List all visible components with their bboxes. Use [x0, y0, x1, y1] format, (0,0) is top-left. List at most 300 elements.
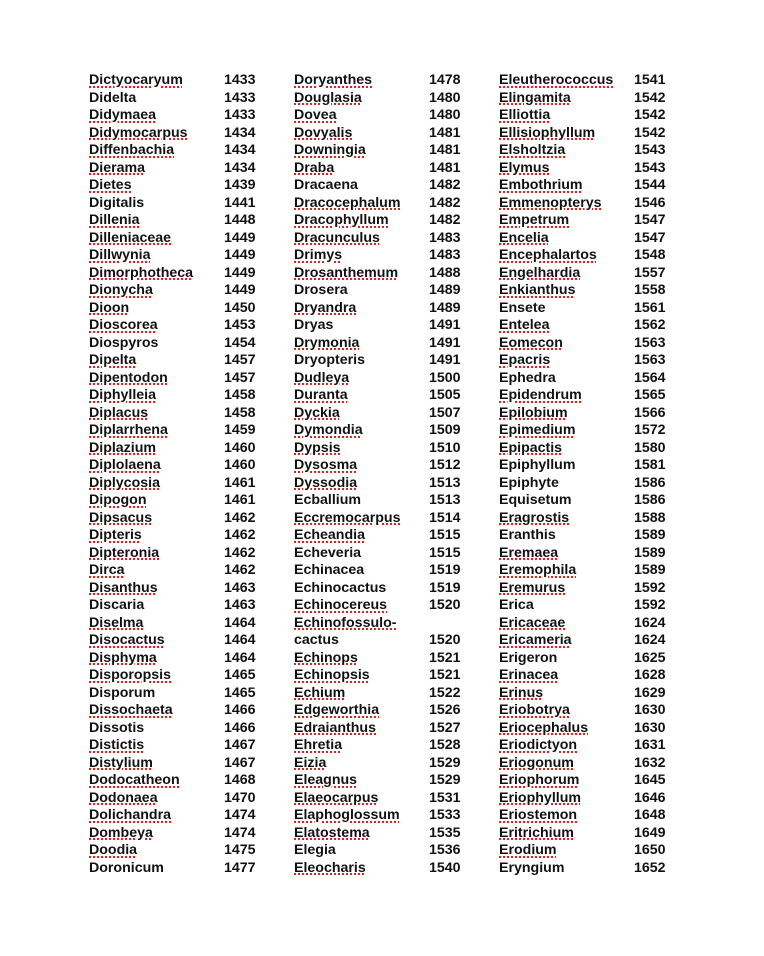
index-entry — [499, 842, 689, 860]
entry-page-number: 1544 — [634, 177, 666, 193]
index-entry — [294, 457, 484, 475]
index-entry — [89, 440, 279, 458]
entry-page-number: 1460 — [224, 457, 256, 473]
entry-page-number: 1489 — [429, 282, 461, 298]
entry-name: Disanthus — [89, 579, 158, 596]
index-entry — [89, 142, 279, 160]
index-entry — [294, 422, 484, 440]
index-entry — [294, 737, 484, 755]
entry-name: Encelia — [499, 229, 549, 246]
entry-page-number: 1625 — [634, 649, 666, 666]
entry-name: Downingia — [294, 142, 366, 158]
index-entry — [89, 720, 279, 738]
entry-page-number: 1586 — [634, 492, 666, 508]
entry-name: Dipsacus — [89, 509, 153, 526]
entry-name: Dipteris — [89, 527, 142, 543]
index-entry — [294, 177, 484, 195]
index-entry — [499, 212, 689, 230]
index-entry — [499, 860, 689, 878]
index-entry — [499, 125, 689, 143]
entry-page-number: 1581 — [634, 457, 666, 473]
entry-name: Empetrum — [499, 212, 570, 228]
index-entry — [499, 405, 689, 423]
entry-page-number: 1649 — [634, 824, 666, 841]
index-entry — [499, 387, 689, 405]
entry-name: Drymonia — [294, 334, 360, 351]
entry-name: Dipelta — [89, 352, 137, 368]
index-entry — [294, 807, 484, 825]
entry-name: Distylium — [89, 754, 153, 771]
index-entry — [294, 142, 484, 160]
entry-page-number: 1543 — [634, 159, 666, 176]
index-entry — [499, 230, 689, 248]
entry-page-number: 1491 — [429, 352, 461, 368]
entry-name: Erica — [499, 597, 534, 613]
entry-name: Ericaceae — [499, 614, 566, 631]
entry-page-number: 1434 — [224, 142, 256, 158]
entry-name: Dillenia — [89, 212, 140, 228]
index-entry — [499, 615, 689, 633]
entry-name: Doodia — [89, 842, 138, 858]
entry-name: Dracunculus — [294, 229, 380, 246]
index-entry — [89, 510, 279, 528]
entry-name: Echeveria — [294, 544, 362, 561]
entry-name: Eremaea — [499, 544, 559, 561]
entry-page-number: 1529 — [429, 772, 461, 788]
entry-page-number: 1510 — [429, 439, 461, 456]
entry-page-number: 1467 — [224, 737, 256, 753]
index-entry — [499, 265, 689, 283]
entry-page-number: 1464 — [224, 632, 256, 648]
entry-name: Edraianthus — [294, 719, 376, 736]
entry-page-number: 1542 — [634, 107, 666, 123]
entry-page-number: 1522 — [429, 684, 461, 701]
entry-name: Duranta — [294, 387, 348, 403]
entry-name: Ephedra — [499, 369, 556, 386]
index-entry — [499, 702, 689, 720]
entry-page-number: 1521 — [429, 667, 461, 683]
entry-page-number: 1481 — [429, 159, 461, 176]
index-entry — [294, 545, 484, 563]
index-entry — [294, 860, 484, 878]
entry-name: Engelhardia — [499, 264, 581, 281]
entry-name: Doryanthes — [294, 72, 373, 88]
entry-name: Diphylleia — [89, 387, 157, 403]
entry-page-number: 1648 — [634, 807, 666, 823]
entry-page-number: 1563 — [634, 334, 666, 351]
entry-name: Eccremocarpus — [294, 509, 401, 526]
index-entry — [89, 772, 279, 790]
entry-page-number: 1624 — [634, 632, 666, 648]
entry-name: Didymocarpus — [89, 124, 188, 141]
entry-page-number: 1475 — [224, 842, 256, 858]
entry-page-number: 1632 — [634, 754, 666, 771]
entry-page-number: 1462 — [224, 509, 256, 526]
index-entry — [294, 370, 484, 388]
entry-name: Diplarrhena — [89, 422, 168, 438]
index-entry — [499, 755, 689, 773]
entry-name: Disporum — [89, 684, 156, 701]
entry-name: Diplolaena — [89, 457, 161, 473]
index-entry — [294, 440, 484, 458]
entry-page-number: 1457 — [224, 369, 256, 386]
entry-page-number: 1529 — [429, 754, 461, 771]
entry-name: Echinocactus — [294, 579, 387, 596]
index-entry — [294, 317, 484, 335]
entry-page-number: 1500 — [429, 369, 461, 386]
index-entry — [499, 107, 689, 125]
entry-page-number: 1547 — [634, 212, 666, 228]
entry-name: Echeandia — [294, 527, 365, 543]
entry-page-number: 1480 — [429, 107, 461, 123]
index-entry — [499, 650, 689, 668]
entry-name: Epiphyte — [499, 474, 559, 491]
entry-name: Eranthis — [499, 527, 556, 543]
index-entry — [89, 387, 279, 405]
entry-page-number: 1521 — [429, 649, 461, 666]
index-entry — [89, 632, 279, 650]
index-entry — [294, 562, 484, 580]
index-entry — [499, 475, 689, 493]
index-entry — [89, 667, 279, 685]
entry-page-number: 1546 — [634, 194, 666, 211]
index-entry — [89, 527, 279, 545]
index-entry — [89, 597, 279, 615]
entry-page-number: 1483 — [429, 247, 461, 263]
entry-name: Diospyros — [89, 334, 159, 351]
entry-name: Dovea — [294, 107, 337, 123]
entry-page-number: 1439 — [224, 177, 256, 193]
entry-page-number: 1464 — [224, 649, 256, 666]
entry-name: Entelea — [499, 317, 550, 333]
entry-page-number: 1650 — [634, 842, 666, 858]
entry-page-number: 1467 — [224, 754, 256, 771]
entry-name: Eriophyllum — [499, 789, 581, 806]
index-entry — [499, 790, 689, 808]
index-entry — [294, 685, 484, 703]
entry-page-number: 1453 — [224, 317, 256, 333]
entry-name: Eleocharis — [294, 859, 366, 876]
entry-name: Eryngium — [499, 859, 565, 876]
entry-page-number: 1536 — [429, 842, 461, 858]
index-entry — [294, 825, 484, 843]
entry-name: Elaeocarpus — [294, 789, 379, 806]
entry-name: Dracocephalum — [294, 194, 401, 211]
index-entry — [294, 527, 484, 545]
index-entry — [294, 755, 484, 773]
entry-page-number: 1449 — [224, 229, 256, 246]
index-entry — [499, 177, 689, 195]
entry-name: Drosanthemum — [294, 264, 399, 281]
index-entry — [89, 230, 279, 248]
index-entry — [89, 475, 279, 493]
entry-page-number: 1460 — [224, 439, 256, 456]
entry-name: Dioscorea — [89, 317, 158, 333]
entry-page-number: 1519 — [429, 579, 461, 596]
entry-page-number: 1434 — [224, 124, 256, 141]
entry-name: Doronicum — [89, 859, 164, 876]
entry-name: Dovyalis — [294, 124, 353, 141]
index-entry — [499, 422, 689, 440]
index-entry — [89, 300, 279, 318]
entry-name: Epacris — [499, 352, 551, 368]
entry-name: Dodonaea — [89, 789, 158, 806]
index-entry — [89, 457, 279, 475]
entry-name: Encephalartos — [499, 247, 597, 263]
entry-page-number: 1548 — [634, 247, 666, 263]
entry-name: Didymaea — [89, 107, 157, 123]
entry-name: Drimys — [294, 247, 343, 263]
entry-name: Dipentodon — [89, 369, 168, 386]
entry-name: cactus — [294, 632, 339, 648]
entry-page-number: 1488 — [429, 264, 461, 281]
index-entry — [89, 72, 279, 90]
index-entry — [294, 772, 484, 790]
entry-name: Eriocephalus — [499, 719, 589, 736]
entry-name: Dictyocaryum — [89, 72, 183, 88]
entry-name: Dodocatheon — [89, 772, 180, 788]
index-entry — [294, 632, 484, 650]
index-entry — [294, 230, 484, 248]
index-entry — [499, 90, 689, 108]
index-entry — [89, 650, 279, 668]
entry-page-number: 1528 — [429, 737, 461, 753]
entry-page-number: 1630 — [634, 719, 666, 736]
entry-page-number: 1531 — [429, 789, 461, 806]
index-column-2 — [294, 72, 484, 877]
entry-page-number: 1624 — [634, 614, 666, 631]
entry-name: Drosera — [294, 282, 348, 298]
entry-name: Embothrium — [499, 177, 583, 193]
entry-page-number: 1459 — [224, 422, 256, 438]
entry-name: Ehretia — [294, 737, 343, 753]
index-entry — [499, 440, 689, 458]
index-entry — [89, 282, 279, 300]
entry-page-number: 1589 — [634, 544, 666, 561]
entry-name: Echinopsis — [294, 667, 370, 683]
entry-page-number: 1483 — [429, 229, 461, 246]
entry-page-number: 1558 — [634, 282, 666, 298]
entry-name: Eriodictyon — [499, 737, 578, 753]
index-entry — [294, 195, 484, 213]
entry-page-number: 1491 — [429, 317, 461, 333]
entry-name: Dysosma — [294, 457, 358, 473]
index-entry — [499, 720, 689, 738]
entry-name: Dimorphotheca — [89, 264, 194, 281]
entry-page-number: 1652 — [634, 859, 666, 876]
index-entry — [89, 825, 279, 843]
entry-name: Disphyma — [89, 649, 157, 666]
entry-name: Epiphyllum — [499, 457, 576, 473]
entry-page-number: 1586 — [634, 474, 666, 491]
entry-name: Eleutherococcus — [499, 72, 614, 88]
index-entry — [89, 212, 279, 230]
entry-name: Echinofossulo- — [294, 614, 397, 631]
index-entry — [294, 247, 484, 265]
entry-page-number: 1462 — [224, 562, 256, 578]
entry-name: Eragrostis — [499, 509, 570, 526]
entry-name: Dryandra — [294, 299, 357, 316]
index-entry — [294, 282, 484, 300]
entry-page-number: 1449 — [224, 264, 256, 281]
entry-page-number: 1541 — [634, 72, 666, 88]
entry-page-number: 1542 — [634, 124, 666, 141]
entry-name: Dietes — [89, 177, 132, 193]
entry-name: Discaria — [89, 597, 145, 613]
entry-name: Disporopsis — [89, 667, 171, 683]
entry-page-number: 1461 — [224, 492, 256, 508]
index-entry — [499, 527, 689, 545]
entry-name: Diplazium — [89, 439, 157, 456]
entry-name: Disocactus — [89, 632, 165, 648]
entry-name: Dudleya — [294, 369, 350, 386]
entry-page-number: 1526 — [429, 702, 461, 718]
entry-page-number: 1592 — [634, 579, 666, 596]
entry-name: Dryas — [294, 317, 334, 333]
entry-name: Elingamita — [499, 89, 571, 106]
entry-page-number: 1478 — [429, 72, 461, 88]
index-entry — [294, 842, 484, 860]
entry-page-number: 1464 — [224, 614, 256, 631]
entry-name: Eriophorum — [499, 772, 580, 788]
entry-page-number: 1645 — [634, 772, 666, 788]
index-entry — [294, 615, 484, 633]
index-entry — [89, 755, 279, 773]
entry-name: Dioon — [89, 299, 130, 316]
entry-name: Ensete — [499, 299, 546, 316]
index-entry — [499, 300, 689, 318]
entry-page-number: 1481 — [429, 142, 461, 158]
index-entry — [499, 667, 689, 685]
index-entry — [89, 807, 279, 825]
entry-page-number: 1542 — [634, 89, 666, 106]
entry-name: Enkianthus — [499, 282, 576, 298]
entry-page-number: 1589 — [634, 527, 666, 543]
index-entry — [499, 195, 689, 213]
entry-page-number: 1458 — [224, 404, 256, 421]
index-entry — [294, 510, 484, 528]
entry-name: Dypsis — [294, 439, 341, 456]
entry-page-number: 1527 — [429, 719, 461, 736]
index-entry — [294, 702, 484, 720]
entry-page-number: 1580 — [634, 439, 666, 456]
index-entry — [499, 335, 689, 353]
entry-page-number: 1463 — [224, 579, 256, 596]
entry-page-number: 1520 — [429, 632, 461, 648]
entry-name: Ellisiophyllum — [499, 124, 596, 141]
entry-name: Erigeron — [499, 649, 558, 666]
entry-name: Edgeworthia — [294, 702, 380, 718]
entry-name: Dracaena — [294, 177, 358, 193]
entry-page-number: 1509 — [429, 422, 461, 438]
index-entry — [89, 492, 279, 510]
index-entry — [294, 492, 484, 510]
entry-page-number: 1565 — [634, 387, 666, 403]
entry-page-number: 1589 — [634, 562, 666, 578]
index-entry — [499, 562, 689, 580]
index-entry — [499, 457, 689, 475]
entry-name: Diffenbachia — [89, 142, 175, 158]
index-entry — [89, 790, 279, 808]
index-column-3 — [499, 72, 689, 877]
entry-name: Erodium — [499, 842, 557, 858]
entry-name: Erinacea — [499, 667, 559, 683]
entry-name: Diselma — [89, 614, 144, 631]
index-entry — [89, 562, 279, 580]
entry-page-number: 1505 — [429, 387, 461, 403]
index-entry — [89, 615, 279, 633]
entry-name: Equisetum — [499, 492, 572, 508]
entry-page-number: 1482 — [429, 177, 461, 193]
index-entry — [89, 177, 279, 195]
index-entry — [499, 247, 689, 265]
index-entry — [89, 370, 279, 388]
entry-name: Dipogon — [89, 492, 147, 508]
entry-page-number: 1540 — [429, 859, 461, 876]
entry-page-number: 1561 — [634, 299, 666, 316]
entry-page-number: 1629 — [634, 684, 666, 701]
index-entry — [89, 860, 279, 878]
entry-name: Ecballium — [294, 492, 362, 508]
entry-name: Dissochaeta — [89, 702, 173, 718]
entry-name: Eritrichium — [499, 824, 574, 841]
index-entry — [89, 685, 279, 703]
entry-page-number: 1515 — [429, 527, 461, 543]
index-entry — [294, 90, 484, 108]
index-entry — [499, 72, 689, 90]
entry-page-number: 1566 — [634, 404, 666, 421]
index-entry — [294, 300, 484, 318]
index-entry — [499, 545, 689, 563]
entry-name: Dyckia — [294, 404, 340, 421]
index-entry — [499, 807, 689, 825]
index-entry — [294, 125, 484, 143]
entry-page-number: 1533 — [429, 807, 461, 823]
entry-name: Erinus — [499, 684, 544, 701]
entry-page-number: 1562 — [634, 317, 666, 333]
entry-name: Dyssodia — [294, 474, 358, 491]
entry-name: Elliottia — [499, 107, 551, 123]
index-entry — [294, 580, 484, 598]
entry-page-number: 1462 — [224, 544, 256, 561]
entry-page-number: 1507 — [429, 404, 461, 421]
index-entry — [89, 265, 279, 283]
entry-page-number: 1470 — [224, 789, 256, 806]
entry-name: Eizia — [294, 754, 327, 771]
entry-page-number: 1563 — [634, 352, 666, 368]
index-entry — [499, 737, 689, 755]
entry-name: Epipactis — [499, 439, 563, 456]
index-entry — [89, 545, 279, 563]
entry-page-number: 1520 — [429, 597, 461, 613]
entry-page-number: 1449 — [224, 247, 256, 263]
index-entry — [499, 282, 689, 300]
index-entry — [499, 492, 689, 510]
entry-name: Draba — [294, 159, 335, 176]
entry-page-number: 1450 — [224, 299, 256, 316]
entry-page-number: 1482 — [429, 194, 461, 211]
entry-name: Dombeya — [89, 824, 153, 841]
entry-page-number: 1468 — [224, 772, 256, 788]
entry-page-number: 1433 — [224, 107, 256, 123]
entry-page-number: 1519 — [429, 562, 461, 578]
entry-name: Eriogonum — [499, 754, 574, 771]
entry-page-number: 1477 — [224, 859, 256, 876]
entry-name: Epilobium — [499, 404, 568, 421]
entry-name: Dryopteris — [294, 352, 365, 368]
index-entry — [294, 107, 484, 125]
index-entry — [499, 160, 689, 178]
